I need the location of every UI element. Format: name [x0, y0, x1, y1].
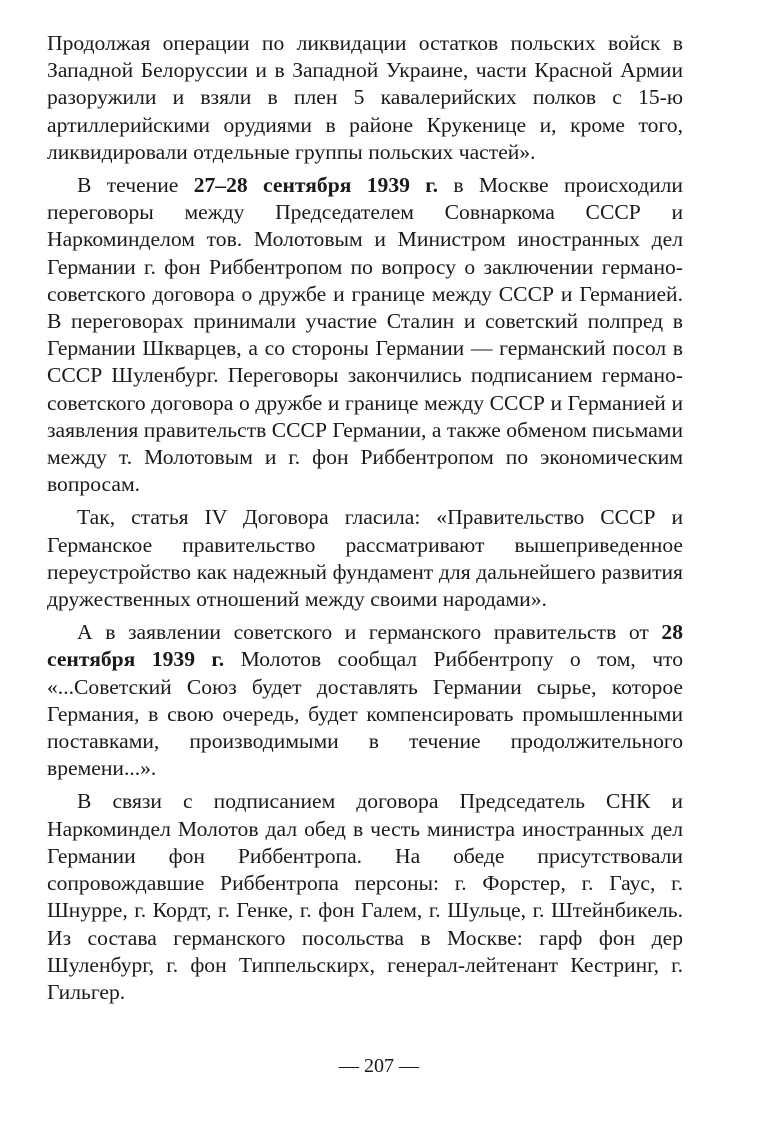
paragraph-1: [47, 30, 683, 166]
paragraph-5: [47, 788, 683, 1006]
paragraph-2: [47, 172, 683, 498]
paragraph-4-text-start: А в заявлении советского и германского правительств от: [77, 620, 662, 645]
paragraph-4: [47, 619, 683, 782]
page-body: [47, 30, 683, 1006]
paragraph-1-text: Продолжая операции по ликвидации остатков польских войск в Западной Белоруссии и в Западной Украине, части Красной Армии разоружили и взяли в плен 5 кавалерийских полков с 15-ю артиллерийскими орудиями в районе Крукенице и, кроме того, ликвидировали отдельные группы польских частей».: [47, 31, 683, 164]
paragraph-2-date: 27–28 сентября 1939 г.: [193, 173, 439, 198]
paragraph-3-text: Так, статья IV Договора гласила: «Правительство СССР и Германское правительство рассматривают вышеприведенное переустройство как надежный фундамент для дальнейшего развития дружественных отношений между своими народами».: [47, 505, 683, 612]
paragraph-2-text-start: В течение: [77, 173, 194, 198]
paragraph-5-text: В связи с подписанием договора Председатель СНК и Наркоминдел Молотов дал обед в честь министра иностранных дел Германии фон Риббентропа. На обеде присутствовали сопровождавшие Риббентропа персоны: г. Форстер, г. Гаус, г. Шнурре, г. Кордт, г. Генке, г. фон Галем, г. Шульце, г. Штейнбикель. Из состава германского посольства в Москве: гарф фон дер Шуленбург, г. фон Типпельскирх, генерал-лейтенант Кестринг, г. Гильгер.: [47, 789, 683, 1004]
paragraph-3: [47, 504, 683, 613]
page-number: — 207 —: [339, 1055, 419, 1077]
paragraph-4-text-rest: Молотов сообщал Риббентропу о том, что «...Советский Союз будет доставлять Германии сырье, которое Германия, в свою очередь, будет компенсировать промышленными поставками, производимыми в течение продолжительного времени...».: [47, 647, 684, 781]
paragraph-2-text-rest: в Москве происходили переговоры между Председателем Совнаркома СССР и Наркоминделом тов. Молотовым и Министром иностранных дел Германии г. фон Риббентропом по вопросу о заключении германо-советского договора о дружбе и границе между СССР и Германией. В переговорах принимали участие Сталин и советский полпред в Германии Шкварцев, а со стороны Германии — германский посол в СССР Шуленбург. Переговоры закончились подписанием германо-советского договора о дружбе и границе между СССР и Германией и заявления правительств СССР Германии, а также обменом письмами между т. Молотовым и г. фон Риббентропом по экономическим вопросам.: [47, 173, 683, 497]
paragraph-4-date: 28 сентября 1939 г.: [47, 620, 683, 672]
